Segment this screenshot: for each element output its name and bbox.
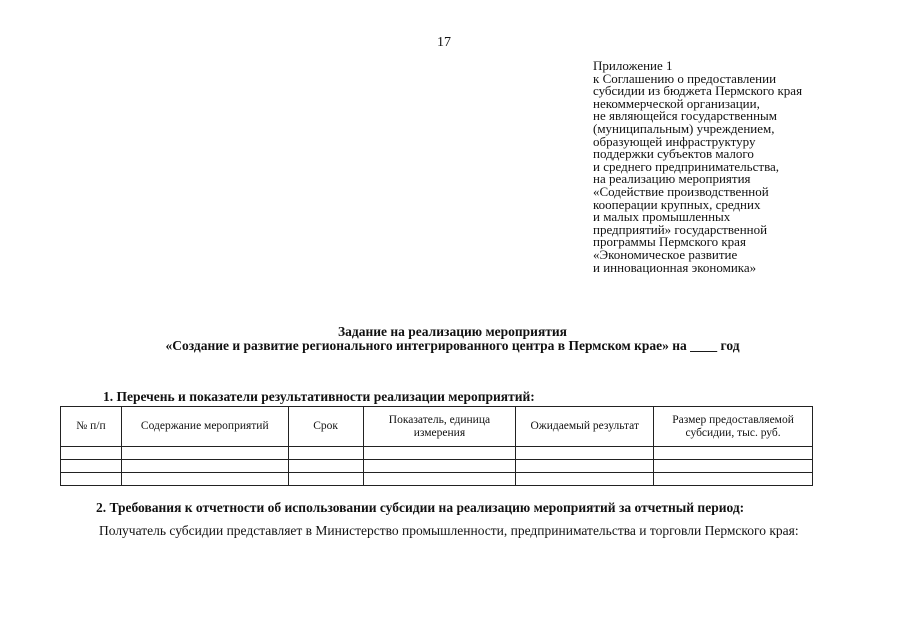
appendix-line: Приложение 1	[593, 58, 673, 73]
table-cell	[654, 460, 813, 473]
col-header-number: № п/п	[61, 407, 122, 447]
table-cell	[363, 460, 516, 473]
col-header-subsidy-amount: Размер предоставляемой субсидии, тыс. руб.	[654, 407, 813, 447]
table-cell	[288, 460, 363, 473]
table-cell	[516, 447, 654, 460]
measures-table	[60, 406, 813, 486]
appendix-line: программы Пермского края	[593, 234, 746, 250]
table-cell	[654, 473, 813, 486]
task-title-line2: «Создание и развитие регионального интегрированного центра в Пермском крае» на ____ год	[165, 338, 740, 353]
appendix-line: и малых промышленных	[593, 209, 731, 225]
table-cell	[654, 447, 813, 460]
appendix-line: поддержки субъектов малого	[593, 146, 754, 162]
appendix-line: предприятий» государственной	[593, 221, 768, 237]
appendix-note	[593, 60, 893, 274]
appendix-line: «Экономическое развитие	[593, 246, 738, 262]
col-header-content: Содержание мероприятий	[121, 407, 288, 447]
appendix-line: субсидии из бюджета Пермского края	[593, 83, 803, 99]
appendix-line: некоммерческой организации,	[593, 95, 760, 111]
table-cell	[61, 460, 122, 473]
appendix-line: образующей инфраструктуру	[593, 133, 756, 149]
table-cell	[121, 447, 288, 460]
table-row	[61, 447, 813, 460]
table-cell	[288, 473, 363, 486]
appendix-line: на реализацию мероприятия	[593, 171, 751, 187]
table-cell	[61, 473, 122, 486]
col-header-indicator: Показатель, единица измерения	[363, 407, 516, 447]
page-number: 17	[437, 35, 451, 50]
section1-heading: 1. Перечень и показатели результативности реализации мероприятий:	[103, 389, 535, 404]
appendix-line: к Соглашению о предоставлении	[593, 70, 777, 86]
table-header-row	[61, 407, 813, 447]
appendix-line: и среднего предпринимательства,	[593, 158, 780, 174]
appendix-line: не являющейся государственным	[593, 108, 777, 124]
table-cell	[516, 473, 654, 486]
task-title	[0, 325, 905, 353]
table-cell	[363, 447, 516, 460]
section2-heading: 2. Требования к отчетности об использовании субсидии на реализацию мероприятий за отчетный период:	[96, 500, 745, 515]
appendix-line: (муниципальным) учреждением,	[593, 120, 775, 136]
col-header-term: Срок	[288, 407, 363, 447]
col-header-expected-result: Ожидаемый результат	[516, 407, 654, 447]
table-cell	[516, 460, 654, 473]
body-paragraph: Получатель субсидии представляет в Министерство промышленности, предпринимательства и торговли Пермского края:	[99, 523, 799, 538]
appendix-line: кооперации крупных, средних	[593, 196, 761, 212]
table-row	[61, 460, 813, 473]
table-cell	[121, 460, 288, 473]
table-cell	[363, 473, 516, 486]
table-cell	[121, 473, 288, 486]
table-cell	[61, 447, 122, 460]
task-title-line1: Задание на реализацию мероприятия	[338, 324, 567, 339]
appendix-line: «Содействие производственной	[593, 183, 769, 199]
table-cell	[288, 447, 363, 460]
table-row	[61, 473, 813, 486]
appendix-line: и инновационная экономика»	[593, 259, 757, 275]
